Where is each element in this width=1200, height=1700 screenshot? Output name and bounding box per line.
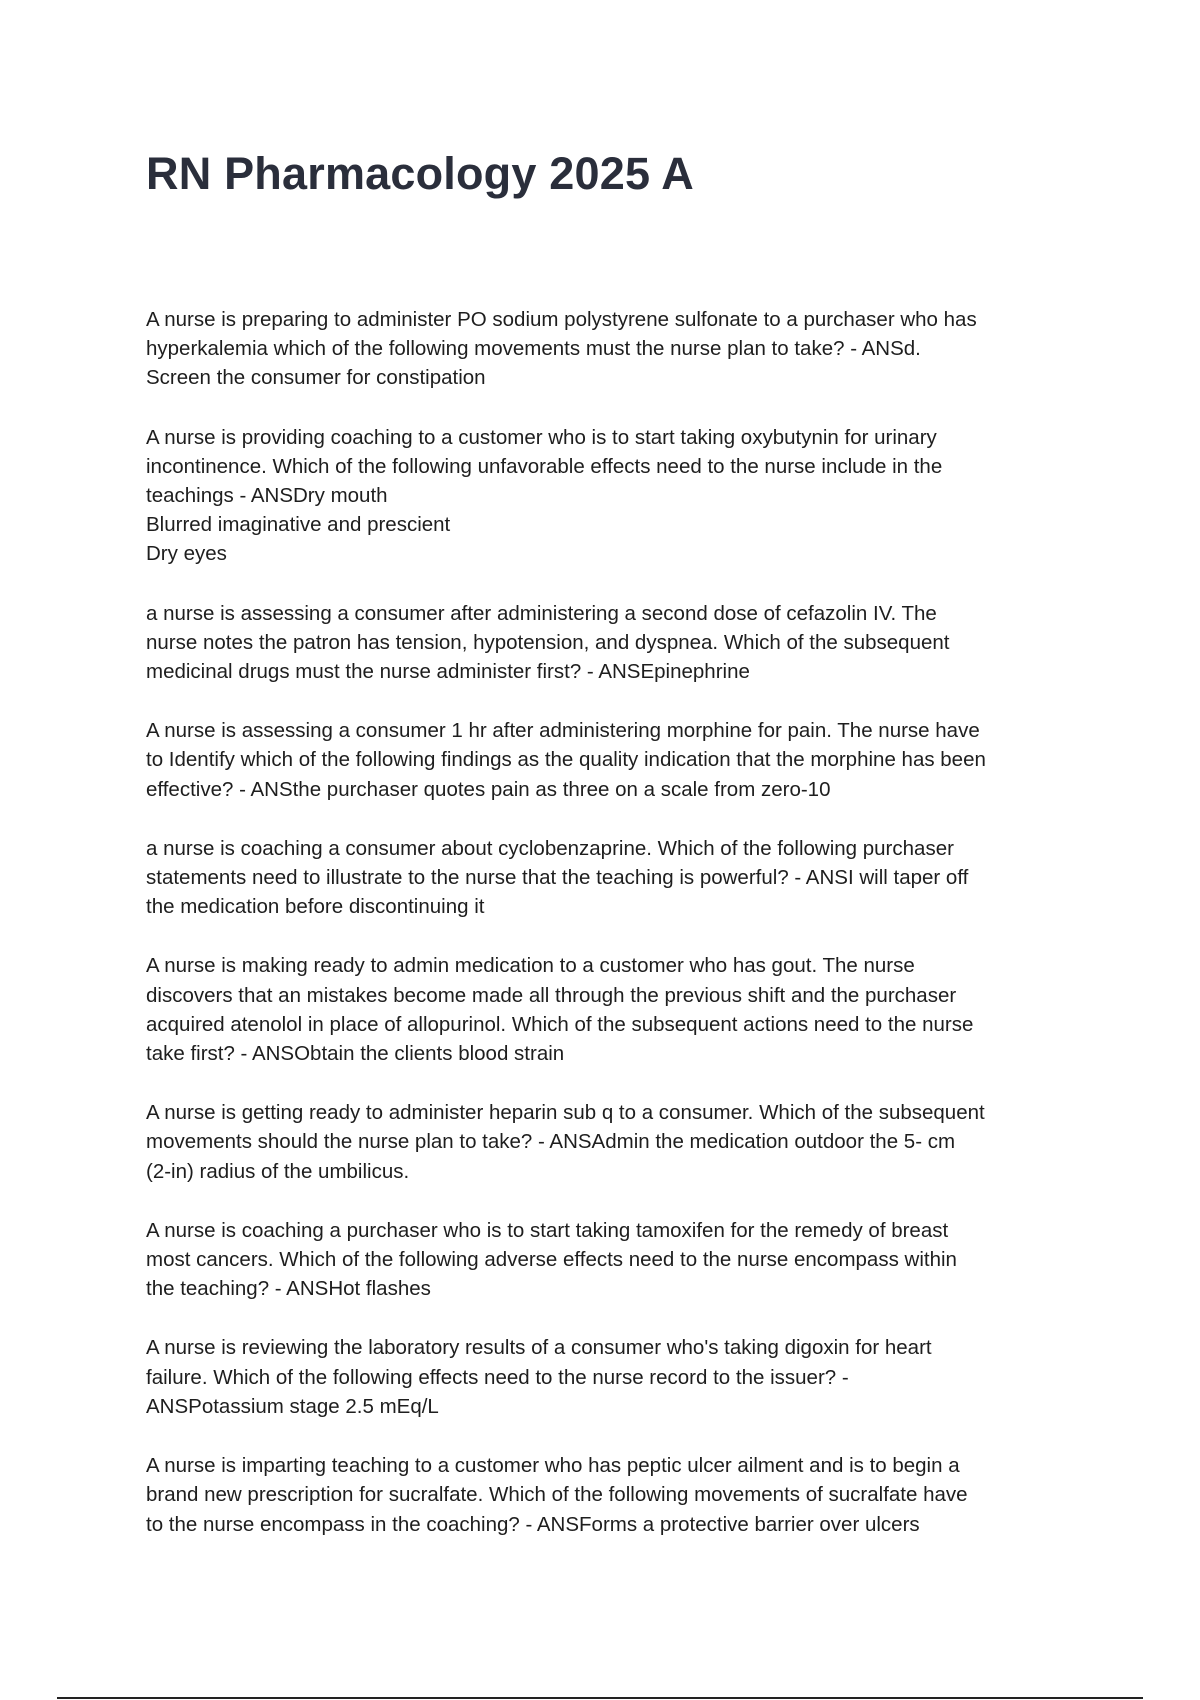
question-text-line: a nurse is assessing a consumer after administering a second dose of cefazolin IV. The: [146, 601, 937, 625]
question-item: [146, 599, 1066, 687]
question-text-line: A nurse is getting ready to administer heparin sub q to a consumer. Which of the subsequent: [146, 1101, 985, 1125]
question-text-line: to the nurse encompass in the coaching? - ANSForms a protective barrier over ulcers: [146, 1512, 920, 1536]
question-item: [146, 1098, 1066, 1186]
question-text-line: the medication before discontinuing it: [146, 895, 485, 919]
question-text-line: nurse notes the patron has tension, hypotension, and dyspnea. Which of the subsequent: [146, 630, 950, 654]
question-text-line: take first? - ANSObtain the clients blood strain: [146, 1042, 565, 1066]
question-text-line: movements should the nurse plan to take? - ANSAdmin the medication outdoor the 5- cm: [146, 1130, 956, 1154]
document-title: RN Pharmacology 2025 A: [146, 148, 694, 199]
question-item: [146, 716, 1066, 804]
question-item: [146, 1333, 1066, 1421]
question-text-line: A nurse is coaching a purchaser who is to start taking tamoxifen for the remedy of breast: [146, 1218, 949, 1242]
question-text-line: A nurse is providing coaching to a customer who is to start taking oxybutynin for urinary: [146, 425, 937, 449]
question-answer-list: [146, 305, 1066, 1569]
question-text-line: incontinence. Which of the following unfavorable effects need to the nurse include in the: [146, 454, 943, 478]
question-item: [146, 951, 1066, 1068]
question-text-line: a nurse is coaching a consumer about cyclobenzaprine. Which of the following purchaser: [146, 836, 954, 860]
question-text-line: to Identify which of the following findings as the quality indication that the morphine has been: [146, 748, 986, 772]
question-text-line: A nurse is preparing to administer PO sodium polystyrene sulfonate to a purchaser who has: [146, 308, 977, 331]
question-item: [146, 423, 1066, 569]
question-text-line: ANSPotassium stage 2.5 mEq/L: [146, 1394, 439, 1418]
question-text-line: statements need to illustrate to the nurse that the teaching is powerful? - ANSI will taper off: [146, 866, 969, 890]
question-text-line: medicinal drugs must the nurse administer first? - ANSEpinephrine: [146, 660, 750, 684]
question-text-line: A nurse is assessing a consumer 1 hr after administering morphine for pain. The nurse have: [146, 719, 980, 743]
question-text-line: (2-in) radius of the umbilicus.: [146, 1159, 410, 1183]
question-item: [146, 305, 1066, 393]
question-text-line: A nurse is imparting teaching to a customer who has peptic ulcer ailment and is to begin a: [146, 1454, 960, 1478]
question-text-line: Dry eyes: [146, 542, 227, 566]
question-text-line: effective? - ANSthe purchaser quotes pain as three on a scale from zero-10: [146, 777, 831, 801]
question-text-line: acquired atenolol in place of allopurinol. Which of the subsequent actions need to the nurse: [146, 1012, 974, 1036]
question-item: [146, 834, 1066, 922]
question-text-line: Blurred imaginative and prescient: [146, 513, 451, 537]
question-text-line: brand new prescription for sucralfate. Which of the following movements of sucralfate have: [146, 1483, 968, 1507]
question-text-line: the teaching? - ANSHot flashes: [146, 1277, 431, 1301]
question-text-line: Screen the consumer for constipation: [146, 366, 486, 390]
question-text-line: hyperkalemia which of the following movements must the nurse plan to take? - ANSd.: [146, 337, 921, 361]
question-text-line: A nurse is reviewing the laboratory results of a consumer who's taking digoxin for heart: [146, 1336, 932, 1360]
question-item: [146, 1451, 1066, 1539]
question-text-line: A nurse is making ready to admin medication to a customer who has gout. The nurse: [146, 954, 915, 978]
question-text-line: teachings - ANSDry mouth: [146, 484, 388, 508]
question-text-line: failure. Which of the following effects need to the nurse record to the issuer? -: [146, 1365, 849, 1389]
question-item: [146, 1216, 1066, 1304]
question-text-line: discovers that an mistakes become made all through the previous shift and the purchaser: [146, 983, 957, 1007]
question-text-line: most cancers. Which of the following adverse effects need to the nurse encompass within: [146, 1248, 957, 1272]
footer-divider: [57, 1697, 1143, 1699]
